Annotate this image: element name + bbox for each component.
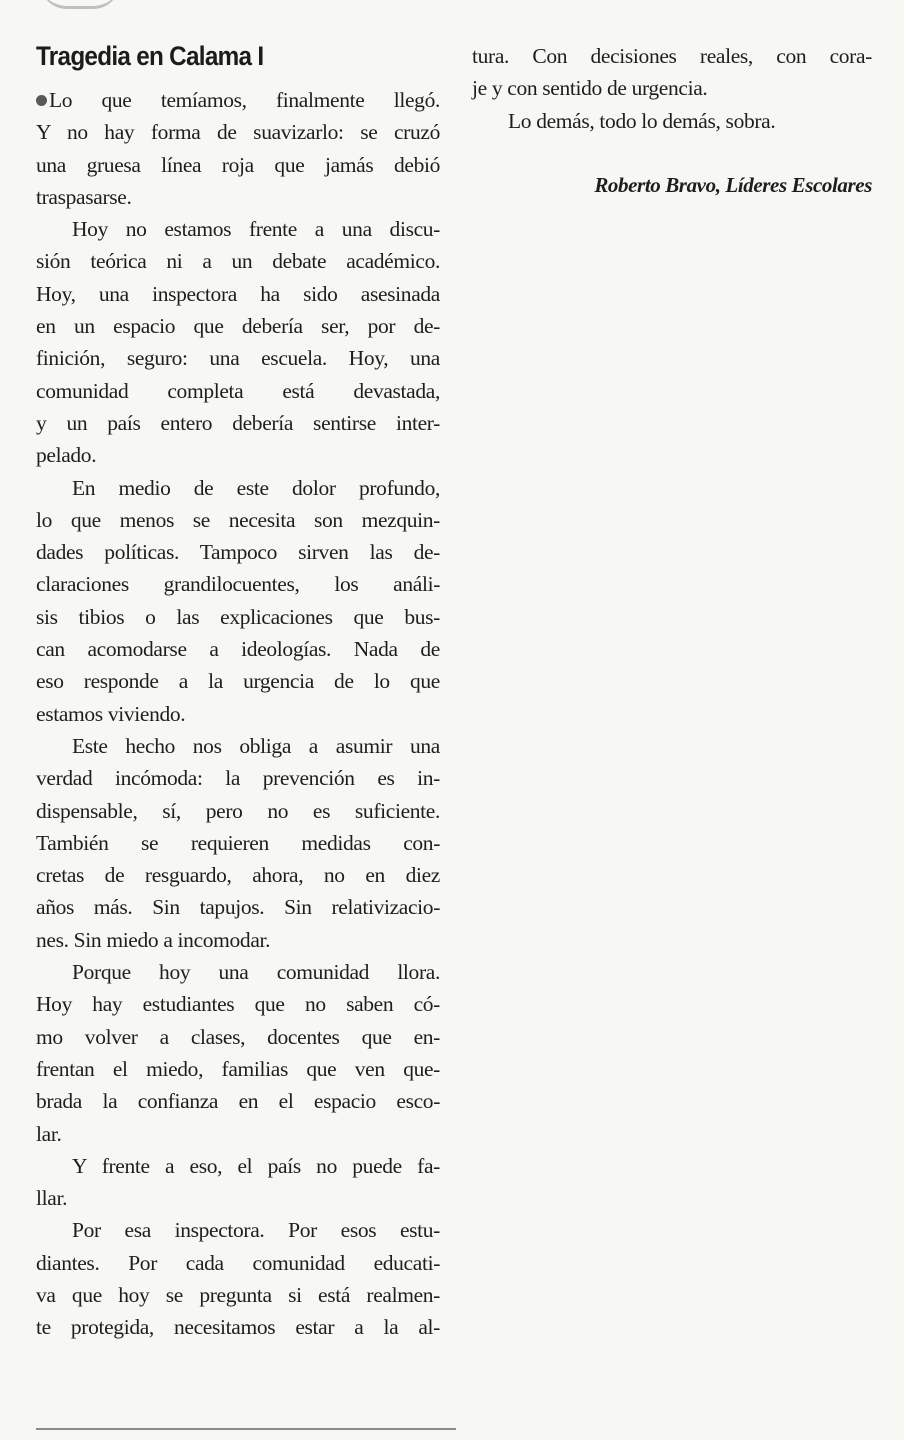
paragraph-line: tura. Con decisiones reales, con cora- (472, 44, 872, 68)
paragraph-line: diantes. Por cada comunidad educati- (36, 1250, 440, 1275)
left-column (36, 28, 440, 1344)
closing-line: Lo demás, todo lo demás, sobra. (508, 108, 776, 133)
paragraph-line: sis tibios o las explicaciones que bus- (36, 604, 440, 629)
paragraph-line: traspasarse. (36, 184, 132, 209)
paragraph-line: Este hecho nos obliga a asumir una (72, 733, 440, 758)
paragraph-line: y un país entero debería sentirse inter- (36, 410, 440, 435)
paragraph-line: nes. Sin miedo a incomodar. (36, 927, 271, 952)
paragraph-line: comunidad completa está devastada, (36, 378, 440, 403)
paragraph-line: llar. (36, 1186, 68, 1211)
paragraph-line: verdad incómoda: la prevención es in- (36, 766, 440, 791)
right-column (472, 40, 872, 201)
spacer (472, 137, 872, 169)
paragraph-line: dades políticas. Tampoco sirven las de- (36, 540, 440, 565)
paragraph-line: años más. Sin tapujos. Sin relativizacio- (36, 895, 440, 920)
paragraph-line: En medio de este dolor profundo, (72, 475, 440, 500)
paragraph-line: can acomodarse a ideologías. Nada de (36, 637, 440, 662)
author-signature: Roberto Bravo, Líderes Escolares (594, 172, 872, 197)
paragraph-line: Lo que temíamos, finalmente llegó. (36, 84, 440, 116)
paragraph-line: eso responde a la urgencia de lo que (36, 669, 440, 694)
paragraph-line: mo volver a clases, docentes que en- (36, 1024, 440, 1049)
paragraph-line: brada la confianza en el espacio esco- (36, 1089, 440, 1114)
column-divider-rule (36, 1428, 456, 1430)
paragraph-line: lar. (36, 1121, 62, 1146)
paragraph-line: Y frente a eso, el país no puede fa- (72, 1153, 440, 1178)
paragraph-line: sión teórica ni a un debate académico. (36, 249, 440, 274)
paragraph-line: pelado. (36, 443, 97, 468)
paragraph-line: claraciones grandilocuentes, los análi- (36, 572, 440, 597)
paragraph-line: estamos viviendo. (36, 701, 186, 726)
paragraph-line: dispensable, sí, pero no es suficiente. (36, 798, 440, 823)
paragraph-line: También se requieren medidas con- (36, 830, 440, 855)
paragraph-line: te protegida, necesitamos estar a la al- (36, 1315, 440, 1340)
paragraph-line: Hoy hay estudiantes que no saben có- (36, 992, 440, 1017)
paragraph-line: en un espacio que debería ser, por de- (36, 314, 440, 339)
paragraph-line: va que hoy se pregunta si está realmen- (36, 1282, 440, 1307)
paragraph-line: finición, seguro: una escuela. Hoy, una (36, 346, 440, 371)
paragraph-line: Y no hay forma de suavizarlo: se cruzó (36, 120, 440, 145)
paragraph-line: una gruesa línea roja que jamás debió (36, 152, 440, 177)
paragraph-line: Hoy, una inspectora ha sido asesinada (36, 281, 440, 306)
paragraph-line: frentan el miedo, familias que ven que- (36, 1056, 440, 1081)
paragraph-line: je y con sentido de urgencia. (472, 76, 708, 101)
paragraph-line: cretas de resguardo, ahora, no en diez (36, 863, 440, 888)
paragraph-line: Por esa inspectora. Por esos estu- (72, 1218, 440, 1243)
bullet-icon (36, 95, 47, 106)
cropped-decoration (40, 0, 120, 9)
article-headline: Tragedia en Calama I (36, 41, 264, 71)
paragraph-line: lo que menos se necesita son mezquin- (36, 507, 440, 532)
paragraph-line: Porque hoy una comunidad llora. (72, 960, 440, 985)
paragraph-line: Hoy no estamos frente a una discu- (72, 217, 440, 242)
